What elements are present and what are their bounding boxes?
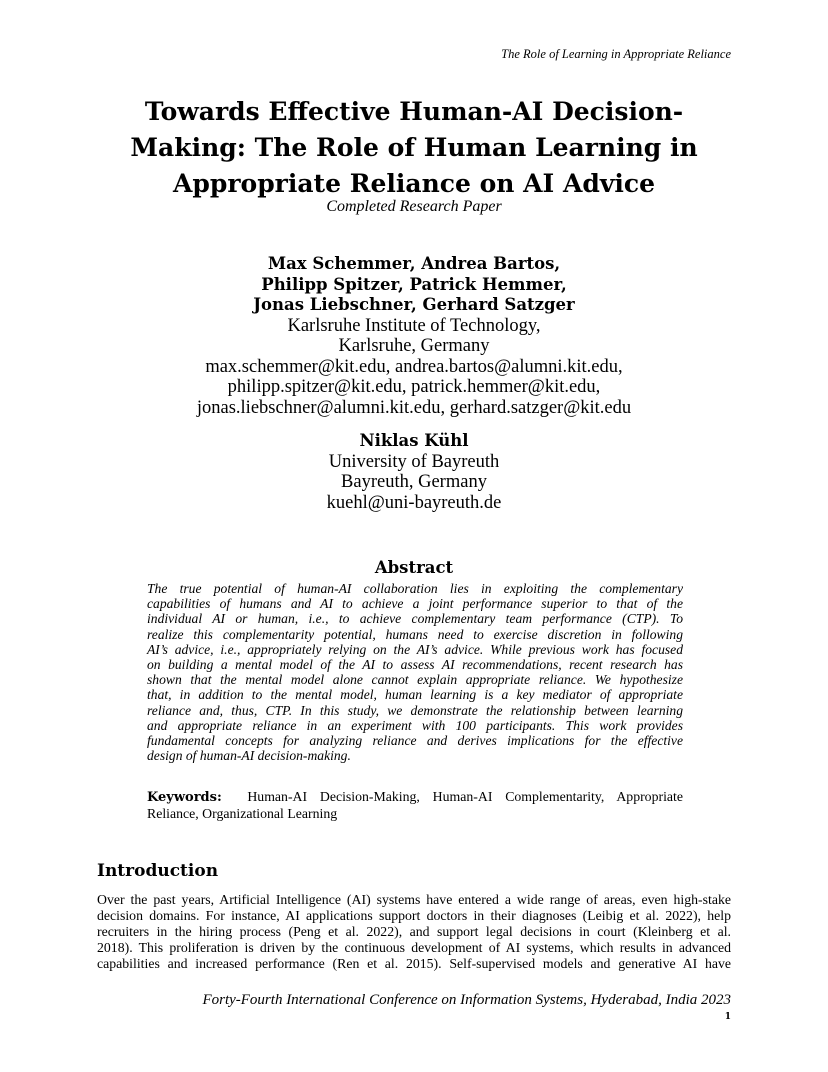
author-email: kuehl@uni-bayreuth.de [326, 492, 502, 513]
body-line: recruiters in the hiring process (Peng et al. 2022), and support legal decisions in court (Kleinberg et al. [97, 924, 731, 939]
author-emails: jonas.liebschner@alumni.kit.edu, gerhard.satzger@kit.edu [196, 397, 632, 418]
conference-footer: Forty-Fourth International Conference on Information Systems, Hyderabad, India 2023 [202, 992, 731, 1008]
abstract-line: capabilities of humans and AI to achieve a joint performance superior to that of the [147, 596, 683, 612]
author-names: Max Schemmer, Andrea Bartos, [267, 254, 561, 273]
affiliation: Bayreuth, Germany [341, 472, 487, 492]
paper-title [98, 94, 730, 202]
abstract-line: individual AI or human, i.e., to achieve complementary team performance (CTP). To [147, 611, 683, 627]
affiliation: University of Bayreuth [328, 451, 500, 472]
affiliation: Karlsruhe, Germany [338, 336, 490, 356]
author-emails: philipp.spitzer@kit.edu, patrick.hemmer@kit.edu, [227, 377, 601, 397]
running-header: The Role of Learning in Appropriate Reliance [501, 47, 731, 61]
abstract-line: The true potential of human-AI collaboration lies in exploiting the complementary [147, 581, 683, 596]
author-names: Philipp Spitzer, Patrick Hemmer, [261, 274, 567, 294]
keywords-line [147, 789, 683, 806]
keywords [147, 789, 683, 822]
abstract-text [147, 581, 683, 763]
keywords-label: Keywords: [147, 790, 222, 805]
author-block-1 [98, 254, 730, 418]
author-block-2 [98, 431, 730, 513]
section-heading-introduction: Introduction [97, 861, 219, 881]
affiliation: Karlsruhe Institute of Technology, [287, 315, 541, 336]
abstract-line: and appropriate reliance in an experiment with 100 participants. This work provides [147, 717, 683, 733]
keywords-list: Human-AI Decision-Making, Human-AI Complementarity, Appropriate [247, 789, 683, 804]
author-name: Niklas Kühl [359, 431, 469, 450]
abstract-line: that, in addition to the mental model, human learning is a key mediator of appropriate [147, 687, 683, 703]
abstract-line: AI’s advice, i.e., appropriately relying on the AI’s advice. While previous work has focused [147, 641, 683, 657]
body-line: Over the past years, Artificial Intelligence (AI) systems have entered a wide range of areas, even high-stake [97, 892, 731, 907]
abstract-line: on building a mental model of the AI to assess AI recommendations, recent research has [147, 657, 683, 673]
author-emails: max.schemmer@kit.edu, andrea.bartos@alumni.kit.edu, [205, 356, 623, 377]
title-line: Towards Effective Human-AI Decision- [144, 97, 684, 126]
page-number: 1 [724, 1012, 731, 1022]
abstract-line: reliance and, thus, CTP. In this study, we demonstrate the relationship between learning [147, 702, 683, 718]
keywords-line: Reliance, Organizational Learning [147, 806, 338, 821]
body-line: capabilities and increased performance (Ren et al. 2015). Self-supervised models and generative AI have [97, 956, 731, 971]
body-line: 2018). This proliferation is driven by the continuous development of AI systems, which results in advanced [97, 940, 731, 955]
introduction-text [97, 892, 731, 972]
title-line: Making: The Role of Human Learning in [130, 133, 698, 162]
abstract-line: design of human-AI decision-making. [147, 748, 351, 764]
author-names: Jonas Liebschner, Gerhard Satzger [253, 295, 575, 314]
body-line: decision domains. For instance, AI applications support doctors in their diagnoses (Leibig et al. 2022), help [97, 908, 731, 923]
paper-type: Completed Research Paper [326, 198, 502, 215]
abstract-heading: Abstract [374, 558, 454, 577]
abstract-line: fundamental concepts for analyzing reliance and derives implications for the effective [147, 733, 683, 749]
abstract-line: shown that the mental model alone cannot explain appropriate reliance. We hypothesize [147, 672, 683, 688]
abstract-line: realize this complementarity potential, humans need to exercise discretion in following [147, 626, 683, 642]
title-line: Appropriate Reliance on AI Advice [173, 169, 655, 198]
